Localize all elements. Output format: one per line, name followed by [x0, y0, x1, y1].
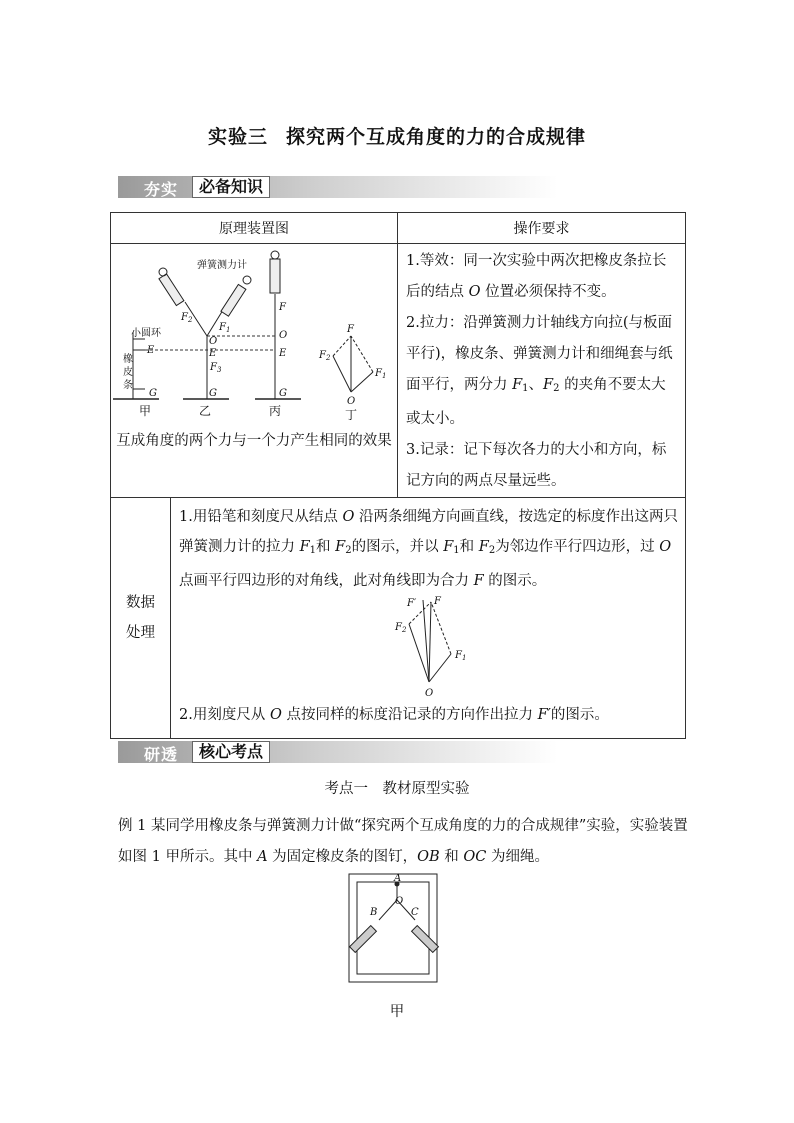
label-A: A — [394, 873, 402, 884]
apparatus-figure-cell — [111, 244, 398, 498]
label-jia: 甲 — [139, 404, 152, 418]
header-principle: 原理装置图 — [111, 213, 398, 244]
label-rubber-2: 皮 — [123, 367, 133, 378]
data-step-2: 2.用刻度尺从 O 点按同样的标度沿记录的方向作出拉力 F′的图示。 — [179, 707, 609, 723]
label-spring-meter: 弹簧测力计 — [197, 260, 247, 271]
header-operations: 操作要求 — [398, 213, 686, 244]
figure-caption: 互成角度的两个力与一个力产生相同的效果 — [116, 433, 392, 449]
section-band-core — [118, 741, 558, 763]
label-F2-diag: $F_2$ — [395, 622, 407, 634]
label-yi: 乙 — [199, 404, 212, 418]
label-B: B — [370, 907, 378, 918]
section-title: 考点一 教材原型实验 — [324, 781, 470, 797]
label-F-bing: F — [279, 302, 286, 313]
principle-table — [110, 212, 686, 739]
label-small-ring: 小圆环 — [131, 328, 161, 339]
label-O-yi: O — [209, 336, 218, 347]
figure-1-jia — [345, 870, 441, 988]
example-text: 例 1 某同学用橡皮条与弹簧测力计做“探究两个互成角度的力的合成规律”实验，实验装置如图 1 甲所示。其中 A 为固定橡皮条的图钉，OB 和 OC 为细绳。 — [118, 818, 688, 865]
band-right-label-2: 核心考点 — [192, 741, 270, 763]
label-E-jia: E — [147, 345, 155, 356]
board-frame — [349, 874, 438, 982]
label-ding: 丁 — [345, 408, 358, 422]
label-E-bing: E — [279, 348, 287, 359]
label-F-ding: F — [347, 324, 354, 335]
label-C: C — [411, 907, 419, 918]
label-G-jia: G — [149, 388, 157, 399]
data-step-1: 1.用铅笔和刻度尺从结点 O 沿两条细绳方向画直线，按选定的标度作出这两只弹簧测力计的拉力 $F_1$和 $F_2$的图示，并以 $F_1$和 $F_2$为邻边作平行四边形，过 O 点画平行四边形的对角线，此对角线即为合力 F 的图示。 — [179, 509, 678, 589]
band-left-label-2: 研透 — [144, 745, 179, 764]
parallelogram-lines — [409, 600, 451, 682]
setup-bing — [255, 251, 301, 399]
section-band-knowledge — [118, 176, 558, 198]
operations-cell — [398, 244, 686, 498]
label-O-jia: O — [395, 896, 404, 907]
label-O-diag: O — [425, 688, 434, 699]
label-E-yi: E — [209, 348, 217, 359]
op-record: 3.记录：记下每次各力的大小和方向，标记方向的两点尽量远些。 — [406, 442, 667, 489]
label-rubber-1: 橡 — [123, 354, 133, 365]
label-F-diag: F — [434, 596, 441, 607]
data-processing-content — [171, 498, 686, 738]
data-processing-row — [111, 498, 685, 738]
label-Fprime: F′ — [407, 598, 417, 609]
data-processing-label: 数据 处理 — [111, 498, 171, 738]
label-F2-yi: $F_2$ — [181, 312, 193, 324]
setup-yi — [159, 268, 251, 399]
label-O-bing: O — [279, 330, 288, 341]
setup-ding — [333, 336, 373, 392]
op-pulling: 2.拉力：沿弹簧测力计轴线方向拉(与板面平行)，橡皮条、弹簧测力计和细绳套与纸面平行，两分力 $F_1$、$F_2$ 的夹角不要太大或太小。 — [406, 315, 673, 427]
apparatus-diagram — [111, 244, 397, 424]
label-bing: 丙 — [269, 404, 282, 418]
label-F2-ding: $F_2$ — [319, 350, 331, 362]
figure-1-caption: 甲 — [389, 1004, 405, 1020]
label-F1-yi: $F_1$ — [219, 322, 231, 334]
label-G-yi: G — [209, 388, 217, 399]
label-F1-ding: $F_1$ — [375, 368, 387, 380]
parallelogram-diagram — [179, 596, 679, 700]
label-G-bing: G — [279, 388, 287, 399]
label-F3-yi: $F_3$ — [210, 362, 222, 374]
band-left-label: 夯实 — [144, 180, 179, 199]
label-rubber-3: 条 — [123, 380, 133, 391]
band-right-label: 必备知识 — [192, 176, 270, 198]
label-F1-diag: $F_1$ — [455, 650, 467, 662]
label-O-ding: O — [347, 396, 356, 407]
op-equivalence: 1.等效：同一次实验中两次把橡皮条拉长后的结点 O 位置必须保持不变。 — [406, 253, 667, 300]
page-title: 实验三 探究两个互成角度的力的合成规律 — [207, 126, 587, 148]
